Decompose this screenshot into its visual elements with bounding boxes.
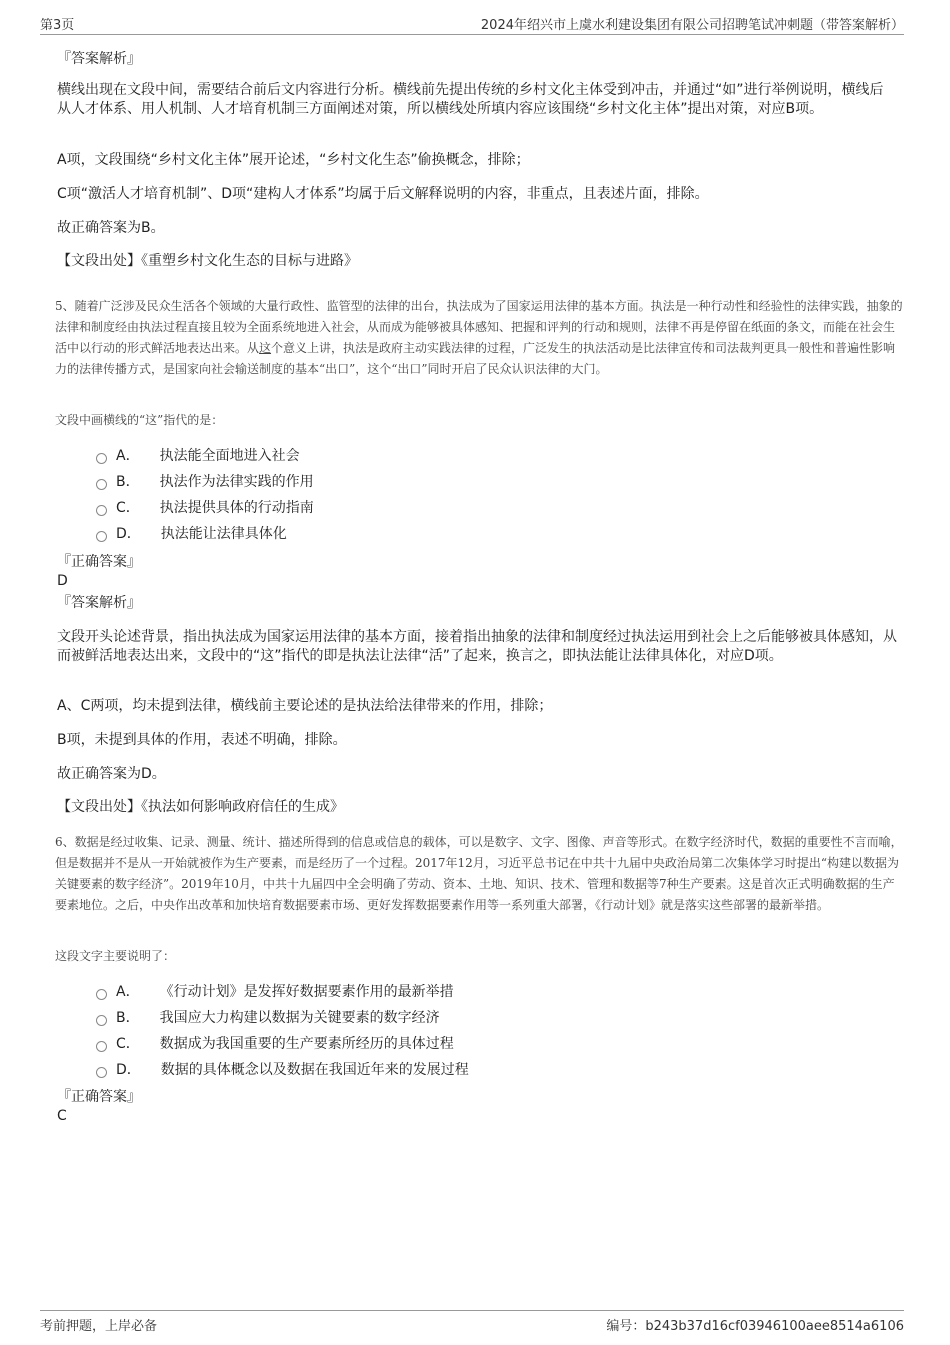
q5-passage-text: 个意义上讲，执法是政府主动实践法律的过程，广泛发生的执法活动是比法律宣传和司法裁判更具一般性和普遍性影响力的法律传播方式，是国家向社会输送制度的基本“出口”，这个“出口”同时开启了民众认识法律的大门。	[55, 341, 896, 376]
option-letter: C．	[116, 500, 140, 516]
footer-slogan: 考前押题，上岸必备	[40, 1319, 158, 1334]
option-letter: D．	[116, 1062, 141, 1078]
q5-source: 【文段出处】《执法如何影响政府信任的生成》	[57, 799, 344, 815]
page-header	[40, 14, 904, 35]
option-text: 执法作为法律实践的作用	[159, 474, 314, 490]
q5-option-a[interactable]	[96, 446, 300, 466]
q5-passage-text: 5、随着广泛涉及民众生活各个领域的大量行政性、监管型的法律的出台，执法成为了国家运用法律的基本方面。执法是一种行动性和经验性的法律实践，抽象的法律和制度经由执法过程直接且较为全面系统地进入社会，从而成为能够被具体感知、把握和评判的行动和规则，法律不再是停留在纸面的条文，而能在社会生活中以行动的形式鲜活地表达出来。从	[55, 299, 903, 355]
option-text: 《行动计划》是发挥好数据要素作用的最新举措	[159, 984, 454, 1000]
q5-underlined-word: 这	[259, 341, 272, 355]
q6-answer-label: 『正确答案』	[57, 1089, 141, 1105]
option-text: 执法提供具体的行动指南	[159, 500, 314, 516]
q5-answer-label: 『正确答案』	[57, 554, 141, 570]
q6-option-d[interactable]	[96, 1060, 469, 1080]
q6-question: 这段文字主要说明了：	[55, 949, 176, 963]
radio-icon[interactable]	[96, 989, 107, 1000]
radio-icon[interactable]	[96, 531, 107, 542]
q5-analysis-label: 『答案解析』	[57, 595, 141, 611]
option-text: 执法能让法律具体化	[160, 526, 287, 542]
option-letter: A．	[116, 984, 140, 1000]
q5-option-d[interactable]	[96, 524, 287, 544]
q4-analysis-label: 『答案解析』	[57, 51, 141, 67]
q4-analysis-paragraph: A项，文段围绕“乡村文化主体”展开论述，“乡村文化生态”偷换概念，排除；	[57, 152, 530, 168]
q6-passage: 6、数据是经过收集、记录、测量、统计、描述所得到的信息或信息的载体，可以是数字、文字、图像、声音等形式。在数字经济时代，数据的重要性不言而喻，但是数据并不是从一开始就被作为生产要素，而是经历了一个过程。2017年12月，习近平总书记在中共十九届中央政治局第二次集体学习时提出“构建以数据为关键要素的数字经济”。2019年10月，中共十九届四中全会明确了劳动、资本、土地、知识、技术、管理和数据等7种生产要素。这是首次正式明确数据的生产要素地位。之后，中央作出改革和加快培育数据要素市场、更好发挥数据要素作用等一系列重大部署，《行动计划》就是落实这些部署的最新举措。	[55, 835, 903, 912]
q5-option-b[interactable]	[96, 472, 314, 492]
page-number: 第3页	[40, 18, 75, 33]
document-title: 2024年绍兴市上虞水利建设集团有限公司招聘笔试冲刺题（带答案解析）	[480, 18, 904, 33]
option-letter: D．	[116, 526, 141, 542]
q5-passage	[55, 296, 905, 380]
q6-option-c[interactable]	[96, 1034, 454, 1054]
option-text: 我国应大力构建以数据为关键要素的数字经济	[159, 1010, 440, 1026]
q5-answer-statement: 故正确答案为D。	[57, 766, 166, 782]
option-letter: B．	[116, 474, 140, 490]
q6-option-b[interactable]	[96, 1008, 440, 1028]
option-text: 数据成为我国重要的生产要素所经历的具体过程	[159, 1036, 454, 1052]
option-letter: B．	[116, 1010, 140, 1026]
q5-analysis-paragraph: A、C两项，均未提到法律，横线前主要论述的是执法给法律带来的作用，排除；	[57, 698, 553, 714]
page-footer	[40, 1310, 904, 1334]
q4-analysis-paragraph: C项“激活人才培育机制”、D项“建构人才体系”均属于后文解释说明的内容，非重点，且表述片面，排除。	[57, 186, 709, 202]
radio-icon[interactable]	[96, 1067, 107, 1078]
q4-source: 【文段出处】《重塑乡村文化生态的目标与进路》	[57, 253, 358, 269]
q5-analysis-paragraph: 文段开头论述背景，指出执法成为国家运用法律的基本方面，接着指出抽象的法律和制度经过执法运用到社会上之后能够被具体感知，从而被鲜活地表达出来，文段中的“这”指代的即是执法让法律“活”了起来，换言之，即执法能让法律具体化，对应D项。	[57, 629, 897, 664]
q5-answer: D	[57, 573, 68, 589]
q5-option-c[interactable]	[96, 498, 314, 518]
option-letter: A．	[116, 448, 140, 464]
option-text: 数据的具体概念以及数据在我国近年来的发展过程	[160, 1062, 469, 1078]
document-id: 编号：b243b37d16cf03946100aee8514a6106	[606, 1319, 904, 1334]
q5-analysis-paragraph: B项，未提到具体的作用，表述不明确，排除。	[57, 732, 347, 748]
option-text: 执法能全面地进入社会	[159, 448, 300, 464]
radio-icon[interactable]	[96, 479, 107, 490]
q6-option-a[interactable]	[96, 982, 454, 1002]
q4-answer-statement: 故正确答案为B。	[57, 220, 165, 236]
option-letter: C．	[116, 1036, 140, 1052]
q4-analysis-paragraph: 横线出现在文段中间，需要结合前后文内容进行分析。横线前先提出传统的乡村文化主体受到冲击，并通过“如”进行举例说明，横线后从人才体系、用人机制、人才培育机制三方面阐述对策，所以横线处所填内容应该围绕“乡村文化主体”提出对策，对应B项。	[57, 82, 884, 117]
radio-icon[interactable]	[96, 453, 107, 464]
q5-question: 文段中画横线的“这”指代的是：	[55, 413, 224, 427]
radio-icon[interactable]	[96, 1015, 107, 1026]
radio-icon[interactable]	[96, 505, 107, 516]
radio-icon[interactable]	[96, 1041, 107, 1052]
q6-answer: C	[57, 1108, 67, 1124]
